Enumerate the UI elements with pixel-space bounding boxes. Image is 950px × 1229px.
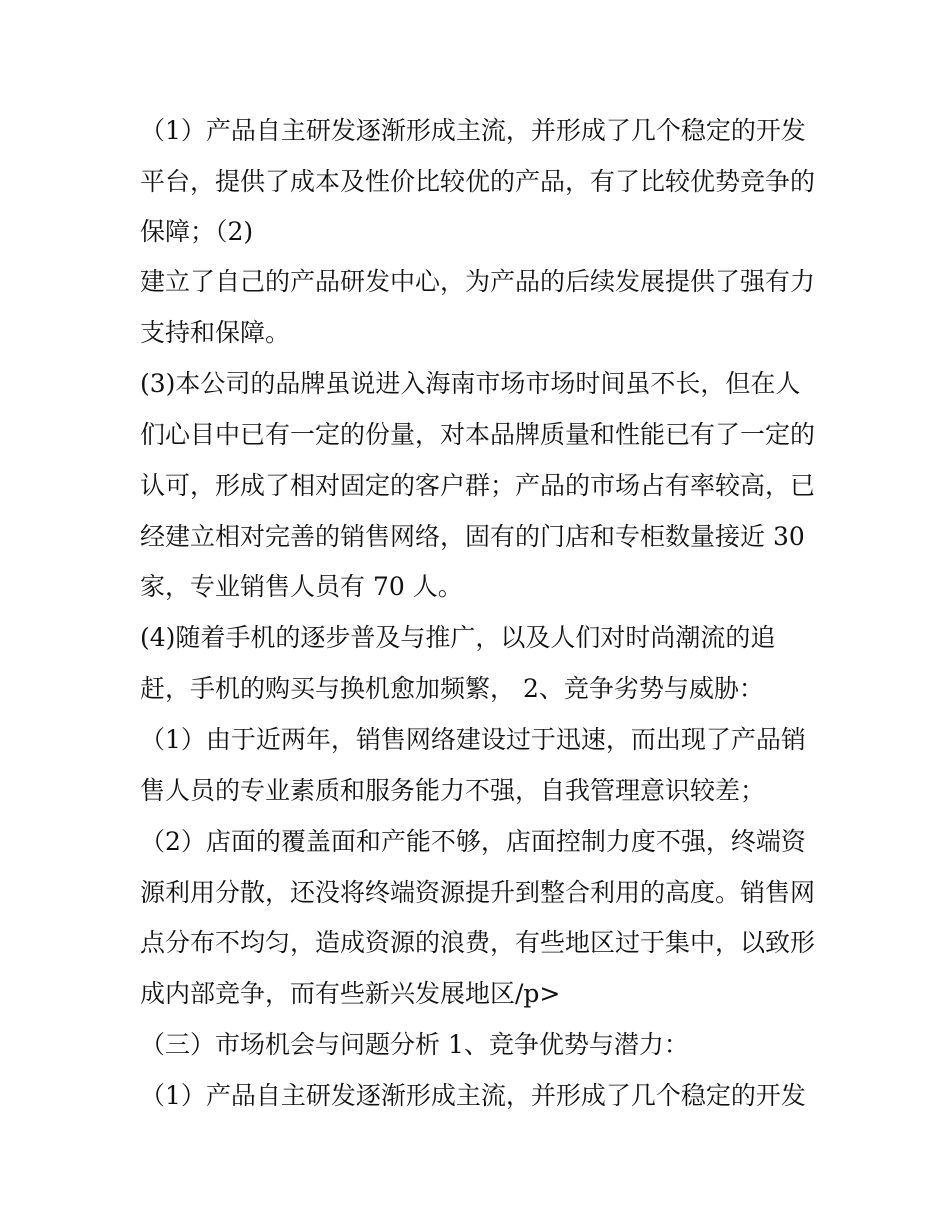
text-line: 源利用分散，还没将终端资源提升到整合利用的高度。销售网 bbox=[140, 878, 816, 907]
text-line: (3)本公司的品牌虽说进入海南市场市场时间虽不长，但在人 bbox=[140, 369, 801, 398]
text-line: 建立了自己的产品研发中心，为产品的后续发展提供了强有力 bbox=[140, 267, 816, 296]
text-line: (4)随着手机的逐步普及与推广，以及人们对时尚潮流的追 bbox=[140, 623, 776, 652]
text-line: （1）产品自主研发逐渐形成主流，并形成了几个稳定的开发 bbox=[140, 116, 806, 145]
text-line: 售人员的专业素质和服务能力不强，自我管理意识较差； bbox=[140, 776, 766, 805]
text-line: （三）市场机会与问题分析 1、竞争优势与潜力： bbox=[140, 1030, 689, 1059]
text-line: 平台，提供了成本及性价比较优的产品，有了比较优势竞争的 bbox=[140, 167, 816, 196]
text-line: 成内部竞争，而有些新兴发展地区/p> bbox=[140, 979, 561, 1008]
text-line: 认可，形成了相对固定的客户群；产品的市场占有率较高，已 bbox=[140, 471, 816, 500]
text-line: （2）店面的覆盖面和产能不够，店面控制力度不强，终端资 bbox=[140, 827, 806, 856]
text-line: 点分布不均匀，造成资源的浪费，有些地区过于集中，以致形 bbox=[140, 928, 816, 957]
text-line: 保障；（2) bbox=[140, 217, 254, 246]
text-line: 支持和保障。 bbox=[140, 318, 291, 347]
text-line: （1）由于近两年，销售网络建设过于迅速，而出现了产品销 bbox=[140, 725, 806, 754]
text-line: 们心目中已有一定的份量，对本品牌质量和性能已有了一定的 bbox=[140, 420, 816, 449]
text-line: 家，专业销售人员有 70 人。 bbox=[140, 572, 463, 601]
text-line: （1）产品自主研发逐渐形成主流，并形成了几个稳定的开发 bbox=[140, 1081, 806, 1110]
text-line: 经建立相对完善的销售网络，固有的门店和专柜数量接近 30 bbox=[140, 522, 805, 551]
text-line: 赶，手机的购买与换机愈加频繁， 2、竞争劣势与威胁： bbox=[140, 674, 764, 703]
